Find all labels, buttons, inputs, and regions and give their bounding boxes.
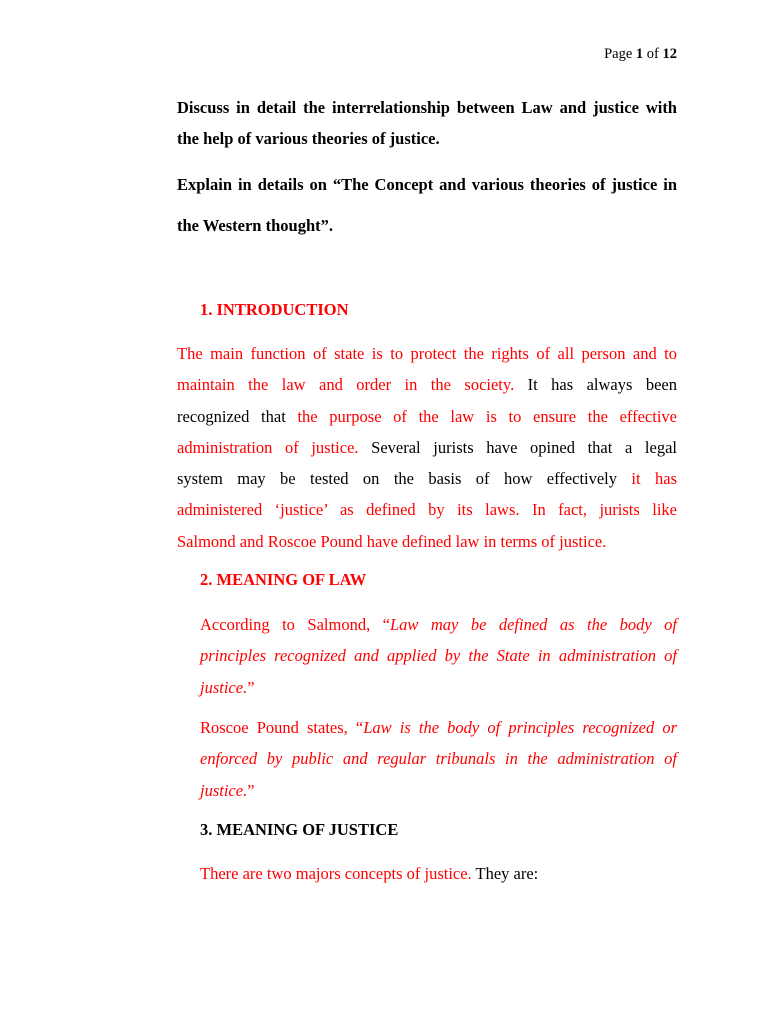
salmond-quote-3: justice. bbox=[200, 677, 248, 697]
pound-definition bbox=[200, 712, 677, 806]
justice-concepts-paragraph bbox=[200, 858, 677, 889]
page-number bbox=[604, 46, 677, 63]
intro-line-4-red: administration of justice. bbox=[177, 437, 359, 457]
salmond-line-1 bbox=[200, 609, 677, 640]
intro-line-5-black: system may be tested on the basis of how effectively bbox=[177, 469, 632, 489]
introduction-paragraph bbox=[177, 338, 677, 557]
justice-red-text: There are two majors concepts of justice. bbox=[200, 864, 472, 883]
section-heading-introduction: 1. INTRODUCTION bbox=[200, 300, 349, 319]
intro-line-3-black: recognized that bbox=[177, 406, 298, 426]
pound-line-3 bbox=[200, 775, 677, 806]
salmond-definition bbox=[200, 609, 677, 703]
question-1: Discuss in detail the interrelationship between Law and justice with the help of various theories of justice. bbox=[177, 98, 677, 148]
intro-line-4-black: Several jurists have opined that a legal bbox=[358, 437, 677, 457]
salmond-quote-1: Law may be defined as the body of bbox=[389, 615, 678, 634]
section-heading-meaning-of-law: 2. MEANING OF LAW bbox=[200, 570, 367, 589]
intro-line-2-black: It has always been bbox=[514, 375, 677, 395]
pound-line-1 bbox=[200, 712, 677, 743]
intro-line-1: The main function of state is to protect the rights of all person and to bbox=[177, 344, 677, 363]
justice-line-1 bbox=[200, 858, 677, 889]
intro-line-5-red: it has bbox=[631, 469, 677, 489]
salmond-quote-2: principles recognized and applied by the State in administration of bbox=[200, 646, 677, 666]
pound-quote-1: Law is the body of principles recognized or bbox=[363, 718, 678, 737]
page-number-prefix: Page bbox=[604, 46, 636, 62]
salmond-close: ” bbox=[247, 677, 255, 697]
pound-quote-3: justice. bbox=[200, 780, 248, 800]
section-heading-meaning-of-justice: 3. MEANING OF JUSTICE bbox=[200, 820, 399, 839]
page-number-current: 1 bbox=[635, 46, 644, 62]
intro-line-6: administered ‘justice’ as defined by its laws. In fact, jurists like bbox=[177, 500, 677, 520]
salmond-lead: According to Salmond, “ bbox=[200, 615, 390, 634]
intro-line-7: Salmond and Roscoe Pound have defined law in terms of justice. bbox=[177, 531, 607, 551]
intro-line-2-red: maintain the law and order in the society. bbox=[177, 375, 515, 395]
salmond-line-3 bbox=[200, 672, 677, 703]
intro-line-4 bbox=[177, 432, 677, 463]
intro-line-5 bbox=[177, 463, 677, 494]
question-2: Explain in details on “The Concept and various theories of justice in the Western thought”. bbox=[177, 175, 677, 235]
salmond-line-2 bbox=[200, 640, 677, 671]
page-number-total: 12 bbox=[662, 46, 677, 62]
intro-line-2 bbox=[177, 369, 677, 400]
pound-lead: Roscoe Pound states, “ bbox=[200, 718, 364, 737]
justice-black-text: They are: bbox=[471, 864, 539, 883]
pound-close: ” bbox=[247, 780, 255, 800]
page-number-separator: of bbox=[643, 46, 663, 62]
intro-line-3-red: the purpose of the law is to ensure the effective bbox=[297, 406, 677, 426]
intro-line-3 bbox=[177, 401, 677, 432]
pound-line-2 bbox=[200, 743, 677, 774]
pound-quote-2: enforced by public and regular tribunals in the administration of bbox=[200, 749, 677, 769]
